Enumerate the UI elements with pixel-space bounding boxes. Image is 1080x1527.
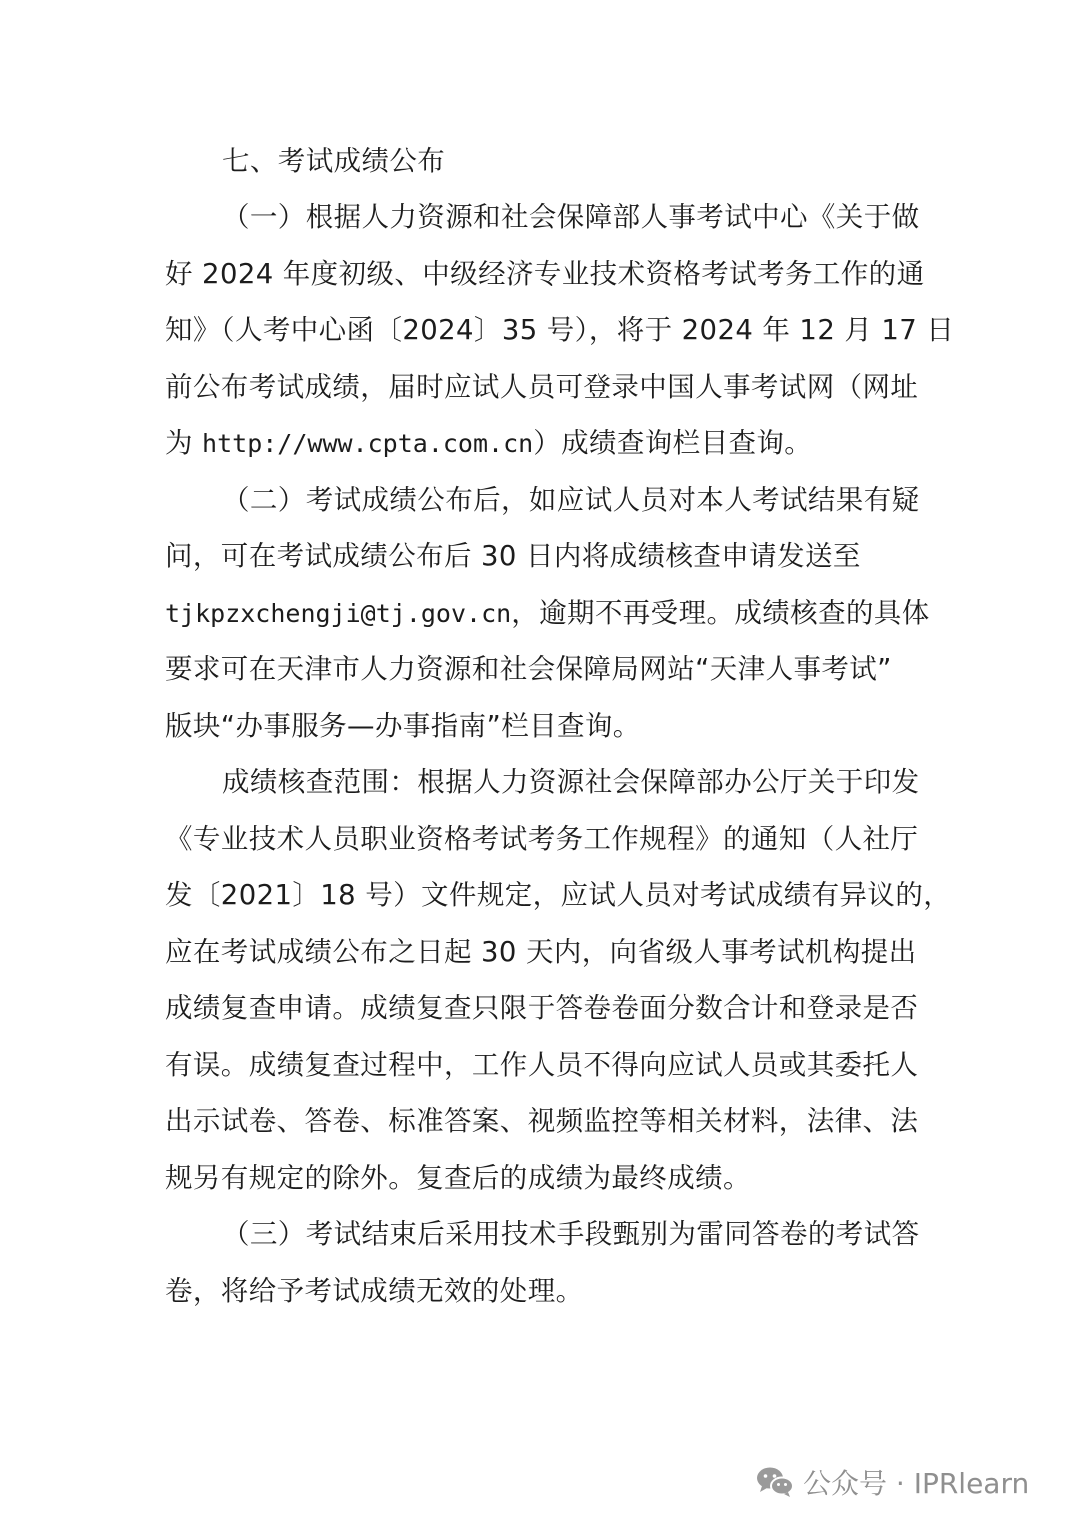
paragraph-line: 发〔2021〕18 号）文件规定，应试人员对考试成绩有异议的， (165, 879, 952, 911)
watermark (755, 1460, 1029, 1504)
line-text: ）成绩查询栏目查询。 (533, 427, 813, 459)
paragraph-line: 知》（人考中心函〔2024〕35 号），将于 2024 年 12 月 17 日 (165, 314, 955, 346)
watermark-text: 公众号 · IPRlearn (803, 1467, 1030, 1500)
paragraph-line: 前公布考试成绩，届时应试人员可登录中国人事考试网（网址 (165, 371, 919, 403)
paragraph-line: 成绩核查范围：根据人力资源社会保障部办公厅关于印发 (222, 766, 920, 798)
email-address: tjkpzxchengji@tj.gov.cn (165, 599, 512, 628)
paragraph-line: 规另有规定的除外。复查后的成绩为最终成绩。 (165, 1162, 751, 1194)
paragraph-line: 成绩复查申请。成绩复查只限于答卷卷面分数合计和登录是否 (165, 992, 919, 1024)
paragraph-line (165, 426, 812, 461)
website-url: http://www.cpta.com.cn (202, 429, 534, 458)
paragraph-line: 《专业技术人员职业资格考试考务工作规程》的通知（人社厅 (165, 823, 919, 855)
paragraph-line: （三）考试结束后采用技术手段甄别为雷同答卷的考试答 (222, 1218, 920, 1250)
paragraph-line: 要求可在天津市人力资源和社会保障局网站“天津人事考试” (165, 653, 892, 685)
line-text: 为 (165, 427, 203, 459)
paragraph-line (165, 596, 930, 631)
paragraph-line: 问，可在考试成绩公布后 30 日内将成绩核查申请发送至 (165, 540, 861, 572)
paragraph-line: 有误。成绩复查过程中，工作人员不得向应试人员或其委托人 (165, 1049, 919, 1081)
paragraph-line: （二）考试成绩公布后，如应试人员对本人考试结果有疑 (222, 484, 920, 516)
paragraph-line: （一）根据人力资源和社会保障部人事考试中心《关于做 (222, 201, 920, 233)
paragraph-line: 出示试卷、答卷、标准答案、视频监控等相关材料，法律、法 (165, 1105, 919, 1137)
paragraph-line: 卷，将给予考试成绩无效的处理。 (165, 1275, 584, 1307)
paragraph-line: 应在考试成绩公布之日起 30 天内，向省级人事考试机构提出 (165, 936, 917, 968)
section-heading: 七、考试成绩公布 (222, 145, 446, 177)
paragraph-line: 好 2024 年度初级、中级经济专业技术资格考试考务工作的通 (165, 258, 925, 290)
wechat-icon (755, 1465, 795, 1499)
line-text: ，逾期不再受理。成绩核查的具体 (511, 597, 930, 629)
paragraph-line: 版块“办事服务—办事指南”栏目查询。 (165, 710, 641, 742)
